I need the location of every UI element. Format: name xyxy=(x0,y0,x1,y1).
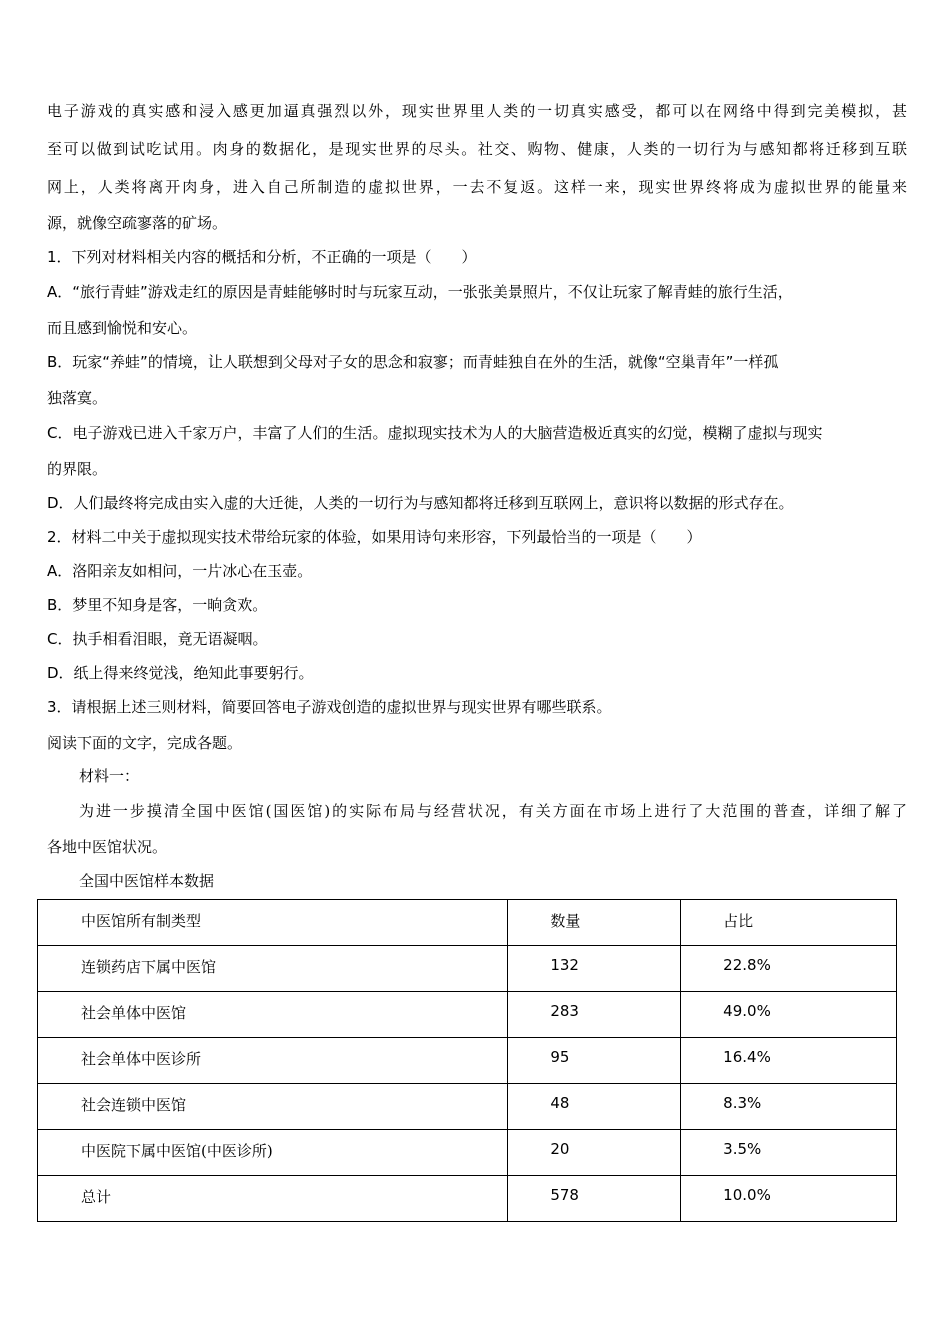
q1-option-a-cont: 而且感到愉悦和安心。 xyxy=(47,319,198,337)
table-cell-type: 总计 xyxy=(38,1176,508,1222)
table-cell-type: 社会连锁中医馆 xyxy=(38,1084,508,1130)
q1-option-c: C．电子游戏已进入千家万户，丰富了人们的生活。虚拟现实技术为人的大脑营造极近真实的幻觉，模糊了虚拟与现实 xyxy=(47,424,823,442)
passage-line: 源，就像空疏寥落的矿场。 xyxy=(47,214,228,232)
passage-line: 网上，人类将离开肉身，进入自己所制造的虚拟世界，一去不复返。这样一来，现实世界终将成为虚拟世界的能量来 xyxy=(47,178,907,196)
table-row xyxy=(38,1084,897,1130)
q2-option-a: A．洛阳亲友如相问，一片冰心在玉壶。 xyxy=(47,562,313,580)
table-cell-count: 132 xyxy=(508,946,681,992)
q1-option-d: D．人们最终将完成由实入虚的大迁徙，人类的一切行为与感知都将迁移到互联网上，意识将以数据的形式存在。 xyxy=(47,494,794,512)
table-row xyxy=(38,1130,897,1176)
q2-stem: 2．材料二中关于虚拟现实技术带给玩家的体验，如果用诗句来形容，下列最恰当的一项是（ ） xyxy=(47,528,702,546)
q1-option-b: B．玩家“养蛙”的情境，让人联想到父母对子女的思念和寂寥；而青蛙独自在外的生活，就像“空巢青年”一样孤 xyxy=(47,353,779,371)
material1-paragraph-cont: 各地中医馆状况。 xyxy=(47,838,168,856)
table-cell-type: 社会单体中医诊所 xyxy=(38,1038,508,1084)
table-header-count: 数量 xyxy=(508,900,681,946)
q1-stem: 1．下列对材料相关内容的概括和分析，不正确的一项是（ ） xyxy=(47,248,477,266)
q1-option-a: A．“旅行青蛙”游戏走红的原因是青蛙能够时时与玩家互动，一张张美景照片，不仅让玩家了解青蛙的旅行生活， xyxy=(47,283,793,301)
q1-option-b-cont: 独落寞。 xyxy=(47,389,108,407)
q3-stem: 3．请根据上述三则材料，简要回答电子游戏创造的虚拟世界与现实世界有哪些联系。 xyxy=(47,698,612,716)
tcm-sample-table xyxy=(37,899,897,1222)
table-header-row xyxy=(38,900,897,946)
table-header-type: 中医馆所有制类型 xyxy=(38,900,508,946)
table-cell-type: 中医院下属中医馆(中医诊所) xyxy=(38,1130,508,1176)
table-cell-share: 22.8% xyxy=(681,946,897,992)
table-cell-share: 10.0% xyxy=(681,1176,897,1222)
table-cell-count: 95 xyxy=(508,1038,681,1084)
table-cell-count: 20 xyxy=(508,1130,681,1176)
table-cell-share: 3.5% xyxy=(681,1130,897,1176)
passage-line: 电子游戏的真实感和浸入感更加逼真强烈以外，现实世界里人类的一切真实感受，都可以在网络中得到完美模拟，甚 xyxy=(47,102,907,120)
table-total-row xyxy=(38,1176,897,1222)
table-row xyxy=(38,1038,897,1084)
table-cell-count: 578 xyxy=(508,1176,681,1222)
table-cell-share: 49.0% xyxy=(681,992,897,1038)
reading-instruction: 阅读下面的文字，完成各题。 xyxy=(47,734,243,752)
material1-label: 材料一： xyxy=(79,767,140,785)
table-cell-type: 社会单体中医馆 xyxy=(38,992,508,1038)
table-cell-share: 8.3% xyxy=(681,1084,897,1130)
passage-line: 至可以做到试吃试用。肉身的数据化，是现实世界的尽头。社交、购物、健康，人类的一切行为与感知都将迁移到互联 xyxy=(47,140,907,158)
table-cell-count: 283 xyxy=(508,992,681,1038)
q1-option-c-cont: 的界限。 xyxy=(47,460,108,478)
q2-option-d: D．纸上得来终觉浅，绝知此事要躬行。 xyxy=(47,664,314,682)
table-cell-count: 48 xyxy=(508,1084,681,1130)
table-title: 全国中医馆样本数据 xyxy=(79,872,215,890)
table-header-share: 占比 xyxy=(681,900,897,946)
table-row xyxy=(38,946,897,992)
material1-paragraph: 为进一步摸清全国中医馆(国医馆)的实际布局与经营状况，有关方面在市场上进行了大范围的普查，详细了解了 xyxy=(79,802,907,820)
table-row xyxy=(38,992,897,1038)
table-cell-type: 连锁药店下属中医馆 xyxy=(38,946,508,992)
table-cell-share: 16.4% xyxy=(681,1038,897,1084)
q2-option-b: B．梦里不知身是客，一晌贪欢。 xyxy=(47,596,268,614)
q2-option-c: C．执手相看泪眼，竟无语凝咽。 xyxy=(47,630,268,648)
